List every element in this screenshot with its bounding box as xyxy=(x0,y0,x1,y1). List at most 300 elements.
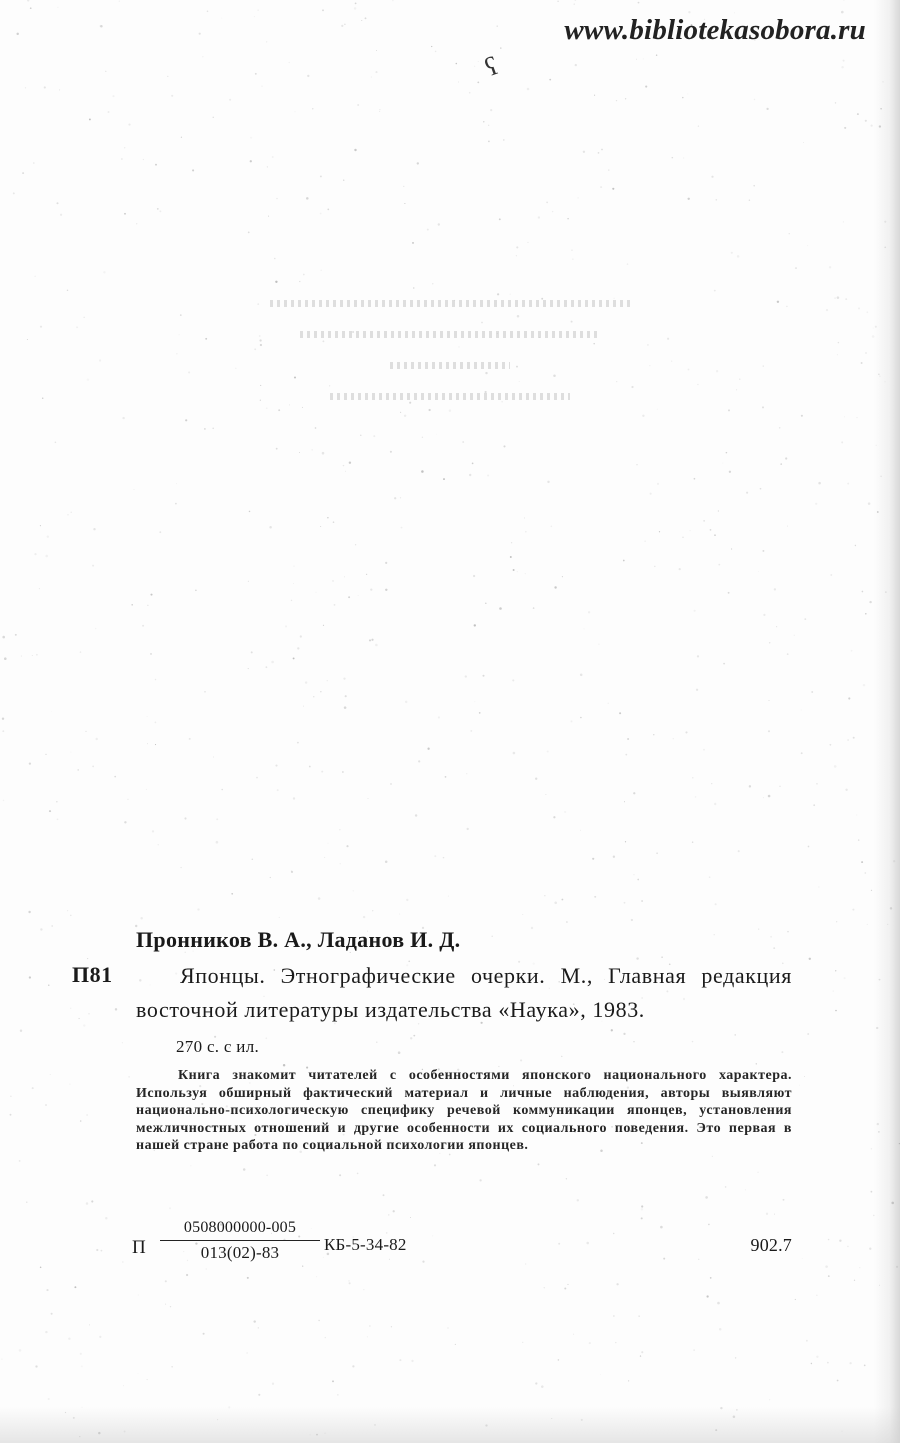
speckle-dot xyxy=(355,544,356,545)
speckle-dot xyxy=(95,628,96,629)
speckle-dot xyxy=(192,169,194,171)
speckle-dot xyxy=(390,451,392,453)
speckle-dot xyxy=(92,565,94,567)
speckle-dot xyxy=(641,1205,643,1207)
speckle-dot xyxy=(479,1179,481,1181)
speckle-dot xyxy=(654,566,656,568)
speckle-dot xyxy=(253,1320,255,1322)
speckle-dot xyxy=(613,856,615,858)
speckle-dot xyxy=(625,754,627,756)
speckle-dot xyxy=(357,104,359,106)
speckle-dot xyxy=(843,60,845,62)
speckle-dot xyxy=(91,1200,93,1202)
speckle-dot xyxy=(594,95,595,96)
speckle-dot xyxy=(598,644,599,645)
speckle-dot xyxy=(89,1324,90,1325)
speckle-dot xyxy=(695,796,697,798)
speckle-dot xyxy=(124,821,126,823)
speckle-dot xyxy=(862,591,864,593)
speckle-dot xyxy=(302,407,303,408)
speckle-dot xyxy=(411,1360,413,1362)
speckle-dot xyxy=(835,1010,837,1012)
speckle-dot xyxy=(566,1178,567,1179)
speckle-dot xyxy=(857,113,859,115)
speckle-dot xyxy=(266,1175,267,1176)
speckle-dot xyxy=(830,574,832,576)
speckle-dot xyxy=(776,626,777,627)
speckle-dot xyxy=(567,1284,568,1285)
speckle-dot xyxy=(4,657,7,660)
speckle-dot xyxy=(497,293,499,295)
speckle-dot xyxy=(484,391,486,393)
speckle-dot xyxy=(216,841,219,844)
speckle-dot xyxy=(738,850,740,852)
bbk-fraction xyxy=(160,1218,320,1263)
speckle-dot xyxy=(472,463,474,465)
speckle-dot xyxy=(474,701,475,702)
speckle-dot xyxy=(871,125,873,127)
speckle-dot xyxy=(344,24,345,25)
speckle-dot xyxy=(844,977,846,979)
speckle-dot xyxy=(348,1280,350,1282)
speckle-dot xyxy=(448,1328,449,1329)
speckle-dot xyxy=(320,213,322,215)
speckle-dot xyxy=(76,326,78,328)
speckle-dot xyxy=(517,571,518,572)
speckle-dot xyxy=(458,346,460,348)
speckle-dot xyxy=(124,1431,126,1433)
speckle-dot xyxy=(436,434,437,435)
speckle-dot xyxy=(269,526,272,529)
speckle-dot xyxy=(404,203,405,204)
speckle-dot xyxy=(3,800,4,801)
speckle-dot xyxy=(327,209,329,211)
catalog-card xyxy=(72,925,792,1155)
speckle-dot xyxy=(33,162,35,164)
speckle-dot xyxy=(246,1352,247,1353)
speckle-dot xyxy=(372,910,373,911)
speckle-dot xyxy=(320,526,321,527)
speckle-dot xyxy=(297,647,299,649)
speckle-dot xyxy=(510,293,511,294)
speckle-dot xyxy=(81,1365,83,1367)
speckle-dot xyxy=(469,474,471,476)
speckle-dot xyxy=(272,156,274,158)
speckle-dot xyxy=(158,844,159,845)
speckle-dot xyxy=(890,907,892,909)
speckle-dot xyxy=(204,691,206,693)
speckle-dot xyxy=(204,428,206,430)
speckle-dot xyxy=(261,86,262,87)
speckle-dot xyxy=(789,233,790,234)
speckle-dot xyxy=(376,50,377,51)
speckle-dot xyxy=(828,1275,830,1277)
speckle-dot xyxy=(624,902,626,904)
speckle-dot xyxy=(299,281,300,282)
speckle-dot xyxy=(74,1286,76,1288)
speckle-dot xyxy=(736,389,737,390)
speckle-dot xyxy=(525,573,526,574)
speckle-dot xyxy=(179,334,180,335)
speckle-dot xyxy=(142,625,144,627)
speckle-dot xyxy=(698,125,699,126)
speckle-dot xyxy=(692,777,694,779)
speckle-dot xyxy=(653,734,654,735)
speckle-dot xyxy=(368,798,369,799)
speckle-dot xyxy=(294,566,295,567)
speckle-dot xyxy=(267,166,268,167)
speckle-dot xyxy=(370,588,372,590)
speckle-dot xyxy=(581,1419,583,1421)
speckle-dot xyxy=(808,846,810,848)
speckle-dot xyxy=(259,335,261,337)
speckle-dot xyxy=(882,81,883,82)
speckle-dot xyxy=(42,398,43,399)
speckle-dot xyxy=(757,1171,759,1173)
speckle-dot xyxy=(27,339,28,340)
speckle-dot xyxy=(636,464,637,465)
speckle-dot xyxy=(703,520,704,521)
speckle-dot xyxy=(845,298,847,300)
speckle-dot xyxy=(146,789,147,790)
speckle-dot xyxy=(360,435,361,436)
speckle-dot xyxy=(879,376,880,377)
speckle-dot xyxy=(864,872,866,874)
speckle-dot xyxy=(422,437,423,438)
speckle-dot xyxy=(827,1362,829,1364)
speckle-dot xyxy=(318,1320,319,1321)
speckle-dot xyxy=(541,298,543,300)
speckle-dot xyxy=(138,1294,139,1295)
speckle-dot xyxy=(276,448,278,450)
speckle-dot xyxy=(546,202,548,204)
speckle-dot xyxy=(485,603,487,605)
speckle-dot xyxy=(715,903,717,905)
speckle-dot xyxy=(112,95,114,97)
speckle-dot xyxy=(394,497,396,499)
speckle-dot xyxy=(373,435,375,437)
speckle-dot xyxy=(56,202,58,204)
speckle-dot xyxy=(516,366,518,368)
speckle-dot xyxy=(404,415,406,417)
speckle-dot xyxy=(427,229,429,231)
speckle-dot xyxy=(438,716,440,718)
speckle-dot xyxy=(884,246,886,248)
speckle-dot xyxy=(768,700,769,701)
speckle-dot xyxy=(399,914,400,915)
catalog-entry xyxy=(72,959,792,1027)
speckle-dot xyxy=(248,581,249,582)
speckle-dot xyxy=(687,198,689,200)
speckle-dot xyxy=(328,843,329,844)
speckle-dot xyxy=(180,867,181,868)
speckle-dot xyxy=(479,712,481,714)
speckle-dot xyxy=(866,311,868,313)
speckle-dot xyxy=(229,99,231,101)
speckle-dot xyxy=(787,526,788,527)
speckle-dot xyxy=(876,445,877,446)
speckle-dot xyxy=(316,592,317,593)
speckle-dot xyxy=(625,98,626,99)
speckle-dot xyxy=(243,1168,246,1171)
speckle-dot xyxy=(40,326,42,328)
speckle-dot xyxy=(612,188,614,190)
speckle-dot xyxy=(275,765,277,767)
speckle-dot xyxy=(879,1285,880,1286)
speckle-dot xyxy=(786,306,787,307)
speckle-dot xyxy=(541,1385,544,1388)
speckle-dot xyxy=(101,1250,103,1252)
speckle-dot xyxy=(392,0,393,1)
speckle-dot xyxy=(294,376,296,378)
speckle-dot xyxy=(366,574,367,575)
speckle-dot xyxy=(369,639,371,641)
speckle-dot xyxy=(554,902,557,905)
speckle-dot xyxy=(250,137,252,139)
speckle-dot xyxy=(260,400,261,401)
speckle-dot xyxy=(762,406,764,408)
speckle-dot xyxy=(835,102,836,103)
speckle-dot xyxy=(418,760,420,762)
speckle-dot xyxy=(865,352,866,353)
speckle-dot xyxy=(2,636,5,639)
speckle-dot xyxy=(878,374,879,375)
speckle-dot xyxy=(687,93,688,94)
speckle-dot xyxy=(842,1431,843,1432)
speckle-dot xyxy=(89,118,91,120)
speckle-dot xyxy=(400,497,401,498)
speckle-dot xyxy=(553,816,555,818)
speckle-dot xyxy=(216,818,218,820)
speckle-dot xyxy=(616,1283,618,1285)
speckle-dot xyxy=(293,583,294,584)
speckle-dot xyxy=(544,1287,545,1288)
speckle-dot xyxy=(344,706,347,709)
speckle-dot xyxy=(188,371,190,373)
bbk-numerator: 0508000000-005 xyxy=(183,1219,297,1236)
speckle-dot xyxy=(147,716,148,717)
speckle-dot xyxy=(858,307,860,309)
speckle-dot xyxy=(613,298,614,299)
speckle-dot xyxy=(806,1340,808,1342)
speckle-dot xyxy=(709,876,711,878)
speckle-dot xyxy=(165,1304,166,1305)
speckle-dot xyxy=(260,385,261,386)
speckle-dot xyxy=(343,180,344,181)
speckle-dot xyxy=(332,580,333,581)
speckle-dot xyxy=(502,401,503,402)
speckle-dot xyxy=(353,890,354,891)
speckle-dot xyxy=(549,79,551,81)
speckle-dot xyxy=(448,896,449,897)
speckle-dot xyxy=(155,722,157,724)
speckle-dot xyxy=(333,521,335,523)
speckle-dot xyxy=(10,1096,11,1097)
speckle-dot xyxy=(467,828,469,830)
speckle-dot xyxy=(600,186,602,188)
speckle-dot xyxy=(641,900,643,902)
speckle-dot xyxy=(500,47,501,48)
speckle-dot xyxy=(248,668,249,669)
speckle-dot xyxy=(855,545,856,546)
speckle-dot xyxy=(197,908,199,910)
speckle-dot xyxy=(714,534,716,536)
speckle-dot xyxy=(341,25,343,27)
speckle-dot xyxy=(574,0,576,1)
speckle-dot xyxy=(256,777,258,779)
speckle-dot xyxy=(628,1380,629,1381)
speckle-dot xyxy=(517,315,520,318)
speckle-dot xyxy=(87,378,89,380)
speckle-dot xyxy=(56,801,57,802)
speckle-dot xyxy=(682,97,683,98)
speckle-dot xyxy=(693,1349,695,1351)
speckle-dot xyxy=(877,511,879,513)
speckle-dot xyxy=(522,1342,523,1343)
speckle-dot xyxy=(656,852,658,854)
speckle-dot xyxy=(349,461,351,463)
speckle-dot xyxy=(845,789,847,791)
speckle-dot xyxy=(322,452,325,455)
speckle-dot xyxy=(374,1424,376,1426)
speckle-dot xyxy=(358,595,359,596)
speckle-dot xyxy=(871,890,872,891)
speckle-dot xyxy=(57,818,59,820)
speckle-dot xyxy=(589,1342,591,1344)
speckle-dot xyxy=(96,738,98,740)
speckle-dot xyxy=(99,1336,101,1338)
speckle-dot xyxy=(96,1249,98,1251)
speckle-dot xyxy=(872,335,875,338)
speckle-dot xyxy=(485,372,487,374)
speckle-dot xyxy=(337,1394,338,1395)
speckle-dot xyxy=(825,1265,828,1268)
speckle-dot xyxy=(513,752,516,755)
speckle-dot xyxy=(561,899,563,901)
speckle-dot xyxy=(593,343,595,345)
speckle-dot xyxy=(562,576,563,577)
speckle-dot xyxy=(427,748,429,750)
speckle-dot xyxy=(760,488,762,490)
speckle-dot xyxy=(485,1424,487,1426)
speckle-dot xyxy=(641,1208,643,1210)
speckle-dot xyxy=(816,783,817,784)
speckle-dot xyxy=(527,88,530,91)
speckle-dot xyxy=(428,409,430,411)
speckle-dot xyxy=(497,333,498,334)
speckle-dot xyxy=(255,73,257,75)
speckle-dot xyxy=(251,651,253,653)
speckle-dot xyxy=(445,776,447,778)
speckle-dot xyxy=(121,158,123,160)
speckle-dot xyxy=(46,1289,48,1291)
speckle-dot xyxy=(725,1186,727,1188)
speckle-dot xyxy=(68,1337,70,1339)
speckle-dot xyxy=(258,10,259,11)
speckle-dot xyxy=(754,99,755,100)
speckle-dot xyxy=(228,1406,230,1408)
speckle-dot xyxy=(367,1336,368,1337)
speckle-dot xyxy=(834,297,836,299)
speckle-dot xyxy=(794,635,795,636)
speckle-dot xyxy=(221,789,223,791)
speckle-dot xyxy=(818,482,821,485)
speckle-dot xyxy=(697,384,698,385)
speckle-dot xyxy=(547,481,549,483)
speckle-dot xyxy=(57,7,58,8)
book-abstract: Книга знакомит читателей с особенностями японского национального характера. Используя обширный фактический материал и личные наблюдения, авторы выявляют национально-психологическую специфику речевой коммуникации японцев, установления межличностных отношений и другие особенности их социального поведения. Это первая в нашей стране работа по социальной психологии японцев. xyxy=(136,1068,792,1153)
speckle-dot xyxy=(869,601,871,603)
speckle-dot xyxy=(516,246,518,248)
speckle-dot xyxy=(13,192,15,194)
speckle-dot xyxy=(766,108,768,110)
speckle-dot xyxy=(123,1385,124,1386)
speckle-dot xyxy=(270,877,271,878)
speckle-dot xyxy=(315,427,317,429)
speckle-dot xyxy=(649,365,650,366)
speckle-dot xyxy=(189,738,191,740)
speckle-dot xyxy=(715,1429,717,1431)
speckle-dot xyxy=(795,1299,796,1300)
speckle-dot xyxy=(852,909,854,911)
speckle-dot xyxy=(470,730,472,732)
speckle-dot xyxy=(712,1156,713,1157)
speckle-dot xyxy=(277,789,279,791)
speckle-dot xyxy=(488,125,489,126)
speckle-dot xyxy=(275,281,277,283)
speckle-dot xyxy=(868,502,871,505)
speckle-dot xyxy=(525,531,527,533)
speckle-dot xyxy=(40,928,42,930)
speckle-dot xyxy=(490,109,492,111)
speckle-dot xyxy=(474,624,476,626)
speckle-dot xyxy=(577,1199,579,1201)
speckle-dot xyxy=(710,529,712,531)
speckle-dot xyxy=(571,249,573,251)
speckle-dot xyxy=(696,689,698,691)
speckle-dot xyxy=(847,483,849,485)
speckle-dot xyxy=(706,1295,708,1297)
speckle-dot xyxy=(854,1280,855,1281)
speckle-dot xyxy=(303,706,304,707)
speckle-dot xyxy=(138,1373,139,1374)
speckle-dot xyxy=(165,1280,167,1282)
speckle-dot xyxy=(99,25,101,27)
speckle-dot xyxy=(167,76,168,77)
speckle-dot xyxy=(307,75,309,77)
speckle-dot xyxy=(279,917,280,918)
speckle-dot xyxy=(122,1262,123,1263)
speckle-dot xyxy=(539,337,540,338)
speckle-dot xyxy=(553,374,556,377)
speckle-dot xyxy=(879,979,881,981)
speckle-dot xyxy=(69,1083,71,1085)
speckle-dot xyxy=(851,650,853,652)
speckle-dot xyxy=(512,679,514,681)
speckle-dot xyxy=(375,644,378,647)
speckle-dot xyxy=(48,1398,50,1400)
speckle-dot xyxy=(896,1266,898,1268)
speckle-dot xyxy=(103,271,105,273)
speckle-dot xyxy=(694,478,696,480)
speckle-dot xyxy=(32,655,33,656)
speckle-dot xyxy=(739,378,740,379)
speckle-dot xyxy=(393,1210,395,1212)
speckle-dot xyxy=(841,441,843,443)
speckle-dot xyxy=(469,92,471,94)
page-bottom-shadow xyxy=(0,1407,900,1443)
speckle-dot xyxy=(169,1207,171,1209)
